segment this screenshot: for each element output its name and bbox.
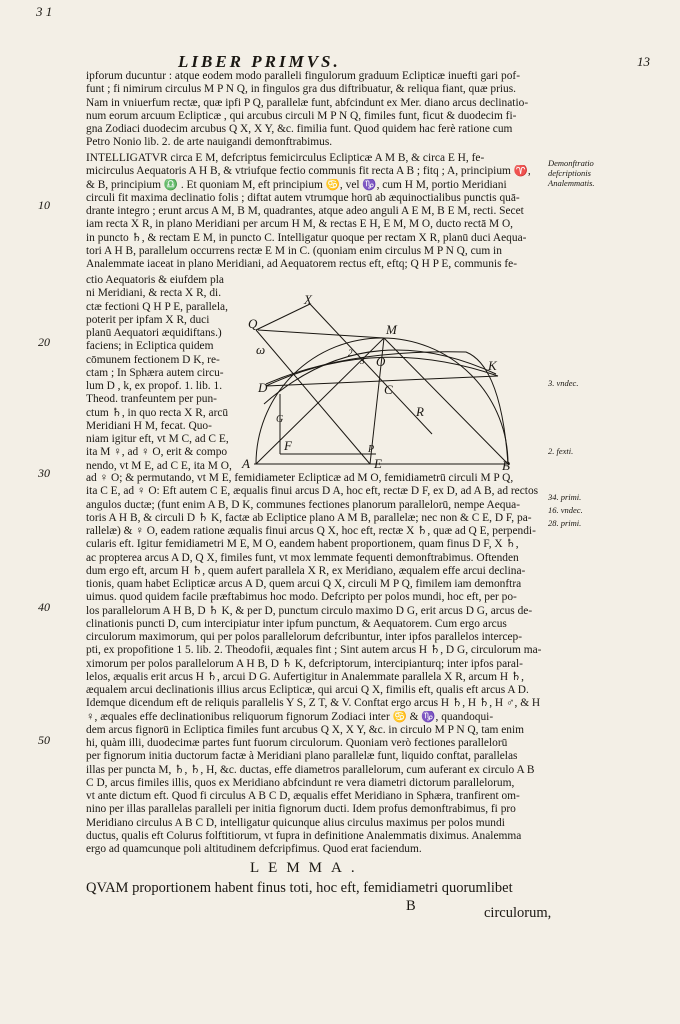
lemma-text: QVAM proportionem habent finus toti, hoc eft, femidiametri quorumlibet: [86, 880, 513, 896]
label-r: R: [416, 404, 424, 419]
text-line: drante integro ; erunt arcus A M, B M, quadrantes, atque adeo anguli A E M, B E M, recti. Secet: [86, 205, 524, 217]
line-number-50: 50: [38, 733, 50, 747]
text-line: ni Meridiani, & recta X R, di.: [86, 287, 222, 300]
line-xq: [256, 304, 310, 330]
text-line: lum D , k, ex propof. 1. lib. 1.: [86, 380, 223, 392]
text-line: planū Aequatori æquidiftans.): [86, 327, 222, 339]
label-three: 3: [360, 356, 365, 366]
lemma-heading: LEMMA.: [250, 860, 364, 876]
text-line: funt ; fi nimirum circulus M P N Q, in fingulos gra dus diftribuatur, & reliqua fiant, quæ prius.: [86, 83, 517, 96]
catchword: circulorum,: [484, 905, 552, 921]
line-number-30: 30: [38, 466, 50, 480]
text-line: INTELLIGATVR circa E M, defcriptus femicirculus Eclipticæ A M B, & circa E H, fe-: [86, 152, 485, 164]
text-line: vt ante dictum eft. Quod fi circulus A B C D, æqualis effet Meridiano in Sphæra, tranfirent om-: [86, 790, 520, 802]
text-line: ita M ♀, ad ♀ O, erit & compo: [86, 446, 228, 459]
line-number-20: 20: [38, 335, 50, 349]
text-line: rallelæ) & ♀ O, eadem ratione æqualis finui arcus Q X, hoc eft, rectæ X ♄, quæ ad Q E, perpendi-: [86, 525, 536, 537]
text-line: angulos ductæ; (funt enim A B, D K, communes fectiones planorum parallelorū, nempe Aequa-: [86, 498, 521, 511]
label-x: X: [304, 294, 312, 307]
margin-note-analemmatis: Analemmatis.: [548, 178, 595, 188]
label-omega: ω: [256, 342, 266, 357]
text-line: nendo, vt M E, ad C E, ita M O,: [86, 459, 232, 472]
text-line: circulorum maximorum, qui per polos parallelorum defcribuntur, inter ipfos parallelos intercep-: [86, 631, 523, 643]
text-line: ctæ fectioni Q H P E, parallela,: [86, 300, 228, 313]
text-line: los parallelorum A H B, D ♄ K, & per D, punctum circulo maximo D G, erit arcus D G, arcus de-: [86, 604, 533, 617]
corner-mark: 3 1: [36, 4, 53, 19]
text-line: Analemmate iaceat in plano Meridiani, ad Aequatorem rectus eft, eftq; Q H P E, communis fe-: [86, 258, 518, 270]
page-number: 13: [637, 54, 650, 69]
text-line: in puncto ♄, & rectam E M, in puncto C. Intelligatur quoque per rectam X R, planū duci Aequa-: [86, 231, 527, 244]
margin-note-undec-16: 16. vndec.: [548, 505, 583, 515]
text-line: pti, ex propofitione 1 5. lib. 2. Theodofii, æquales fint ; Sint autem arcus H ♄, D G, circulorum ma-: [86, 644, 542, 657]
signature-mark: B: [406, 898, 416, 914]
label-a: A: [242, 456, 250, 471]
label-m: M: [386, 322, 397, 337]
label-g: G: [276, 414, 284, 425]
label-o: O: [376, 354, 386, 369]
text-line: circuli fit maxima declinatio folis ; diftat autem vtrumque horū ab æquinoctialibus punctis quā-: [86, 191, 520, 204]
text-line: ac propterea arcus A D, Q X, fimiles funt, vt mox lemmate fequenti demonftrabimus. Oftenden: [86, 551, 519, 564]
text-line: tionis, quam habet Eclipticæ arcus A D, quem arcui Q X, circuli M P Q, fimilem iam demonftra: [86, 578, 522, 590]
label-q: Q: [248, 316, 258, 331]
text-line: ergo ad quamcunque poli altitudinem defcripfimus. Quod erat faciendum.: [86, 843, 422, 855]
line-number-40: 40: [38, 600, 50, 614]
text-line: C D, arcus fimiles illis, quos ex Meridiano abfcindunt re vera diametri dictorum parallelorum,: [86, 776, 515, 789]
label-b: B: [502, 458, 510, 473]
text-line: num eorum arcuum Eclipticæ , qui arcubus circuli M P N Q, fimiles funt, ficut & duodecim fi-: [86, 109, 517, 122]
text-line: niam igitur eft, vt M C, ad C E,: [86, 433, 229, 445]
paragraph-bottom: [86, 472, 542, 856]
text-line: æqualem arcui declinationis illius arcus Eclipticæ, qui arcui Q X, fimilis eft, qualis eft arcus A D.: [86, 684, 529, 696]
text-line: per fignorum initia ductorum factæ à Meridiani plano parallelæ funt, liquido conftat, parallelas: [86, 750, 518, 763]
text-line: poterit per ipfam X R, duci: [86, 313, 210, 326]
running-head: LIBER PRIMVS.: [178, 52, 341, 71]
text-line: ♀, æquales effe declinationibus reliquorum fignorum Zodiaci inter ♋ & ♑, quandoqui-: [86, 710, 494, 723]
text-line: ita C E, ad ♀ O: Eft autem C E, æqualis finui arcus D A, hoc eft, rectæ D F, ex D, ad A B, ad rectos: [86, 485, 539, 498]
text-line: & B, principium ♎ . Et quoniam M, eft principium ♋, vel ♑, cum H M, portio Meridiani: [86, 178, 507, 191]
text-line: ductus, qualis eft Colurus folftitiorum, vt fupra in definitione Analemmatis diximus. Analemma: [86, 829, 522, 842]
text-line: ipforum ducuntur : atque eodem modo paralleli fingulorum graduum Eclipticæ inuefti gari pof-: [86, 70, 520, 82]
label-k: K: [488, 358, 497, 373]
line-qm: [258, 330, 384, 338]
margin-note-demonstratio: Demonftratio: [548, 158, 594, 168]
analemma-figure: [236, 294, 526, 474]
text-line: toris A H B, & circuli D ♄ K, factæ ab Ecliptice plano A M B, parallelæ; nec non & C E, D F, pa-: [86, 511, 532, 524]
label-two: 2: [348, 348, 353, 358]
paragraph-top: [86, 70, 542, 150]
label-p: P: [368, 444, 375, 455]
text-line: cularis eft. Igitur femidiametri M E, M O, eandem habent proportionem, quam finus D F, X ♄,: [86, 538, 519, 551]
label-f: F: [284, 438, 292, 453]
text-line: Petro Nonio lib. 2. de arte nauigandi demonftrabimus.: [86, 136, 333, 149]
text-line: uimus. quod quidem facile præftabimus hoc modo. Defcripto per polos mundi, hoc eft, per po-: [86, 591, 517, 604]
text-line: Meridiano circulus A B C D, intelligatur quicunque alius circulus maximus per polos mundi: [86, 816, 505, 829]
text-line: tori A H B, parallelum occurrens rectæ E M in C. (quoniam enim circulus M P N Q, cum in: [86, 244, 502, 257]
text-line: ad ♀ O; & permutando, vt M E, femidiameter Eclipticæ ad M O, femidiametrū circuli M P Q,: [86, 472, 514, 484]
ecliptic-arc: [266, 352, 508, 464]
line-number-10: 10: [38, 198, 50, 212]
paragraph-full: [86, 152, 542, 271]
margin-note-primi-34: 34. primi.: [548, 492, 582, 502]
text-line: ctam ; In Sphæra autem circu-: [86, 366, 224, 379]
text-line: dum ergo eft, arcum H ♄, quem aufert parallela X R, ex Meridiano, æqualem effe arcui declina-: [86, 564, 526, 577]
margin-note-descriptio: defcriptionis: [548, 168, 591, 178]
text-line: gna Zodiaci duodecim arcubus Q X, X Y, &c. fimilia funt. Quod quidem hac ferè ratione cum: [86, 123, 513, 135]
text-line: cōmunem fectionem D K, re-: [86, 353, 220, 366]
paragraph-narrow: [86, 274, 238, 473]
text-line: faciens; in Ecliptica quidem: [86, 340, 214, 353]
text-line: nino per illas parallelas paralleli per initia fignorum ducti. Idem profus demonftrabimus, fi pro: [86, 803, 516, 816]
margin-note-undec-3: 3. vndec.: [548, 378, 579, 388]
label-d: D: [258, 380, 268, 395]
line-mb: [384, 338, 508, 464]
text-line: Theod. tranfeuntem per pun-: [86, 393, 217, 406]
label-c: C: [384, 382, 393, 397]
text-line: Meridiani H M, fecat. Quo-: [86, 419, 212, 432]
margin-note-sexti: 2. fexti.: [548, 446, 574, 456]
line-am: [256, 338, 384, 464]
text-line: iam recta X R, in plano Meridiani per arcum H M, & rectas E H, E M, M O, ducto rectā M O,: [86, 218, 514, 231]
text-line: dem arcus fignorū in Ecliptica fimiles funt arcubus Q X, X Y, &c. in circulo M P N Q, tam enim: [86, 723, 525, 736]
text-line: Nam in vniuerfum rectæ, quæ ipfi P Q, parallelæ funt, abfcindunt ex Mer. diano arcus declinatio-: [86, 96, 529, 109]
text-line: ctum ♄, in quo recta X R, arcū: [86, 406, 229, 419]
text-line: micirculus Aequatoris A H B, & vtriufque fectio communis fit recta A B ; fitq ; A, principium ♈,: [86, 165, 531, 178]
label-e: E: [374, 456, 382, 471]
text-line: Idemque dicendum eft de reliquis parallelis Y S, Z T, & V. Conftat ergo arcus H ♄, H ♄, H ♂, & H: [86, 697, 541, 710]
text-line: lelos, æqualis erit arcus H ♄, arcui D G. Aufertigitur in Analemmate parallela X R, arcum H ♄,: [86, 670, 524, 683]
text-line: hi, quàm illi, duodecimæ partes funt fuorum circulorum. Quoniam verò fectiones parallelorū: [86, 737, 508, 749]
text-line: illas per puncta M, ♄, ♄, H, &c. ductas, effe diametros parallelorum, cum auferant ex circulo A B: [86, 763, 535, 776]
text-line: clinationis puncti D, cum intercipiatur inter ipfum punctum, & Aequatorem. Cum ergo arcus: [86, 617, 507, 630]
text-line: ximorum per polos parallelorum A H B, D ♄ K, defcriptorum, intercipianturq; inter ipfos paral-: [86, 657, 523, 670]
text-line: ctio Aequatoris & eiufdem pla: [86, 274, 224, 286]
margin-note-primi-28: 28. primi.: [548, 518, 582, 528]
